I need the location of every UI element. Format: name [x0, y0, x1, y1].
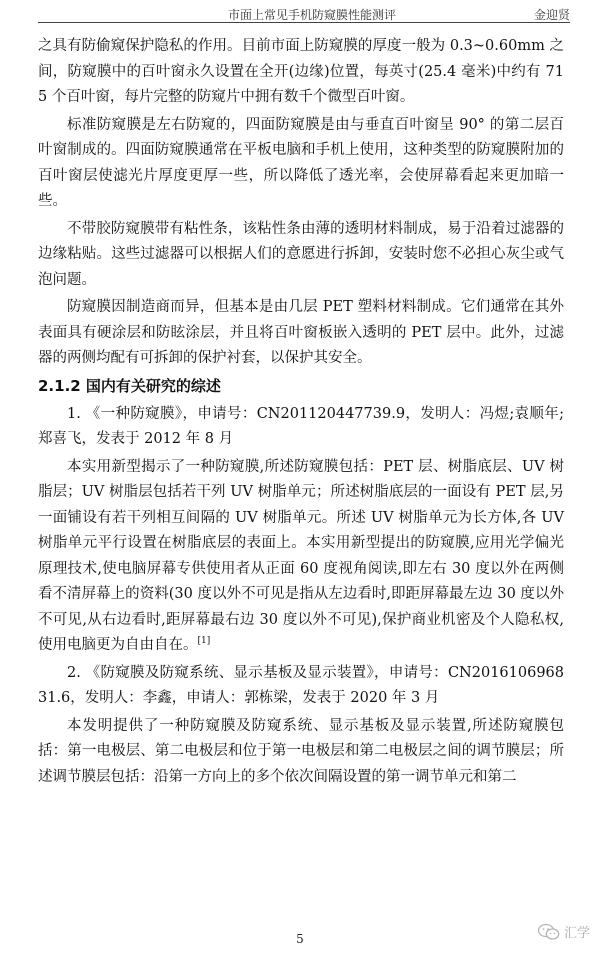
intro-paragraph-4: 防窥膜因制造商而异，但基本是由几层 PET 塑料材料制成。它们通常在其外表面具有硬涂层和防眩涂层，并且将百叶窗板嵌入透明的 PET 层中。此外，过滤器的两侧均配有可拆卸的保护衬套，以保护其安全。 — [38, 299, 564, 366]
page-header — [38, 4, 570, 23]
intro-paragraph-3: 不带胶防窥膜带有粘性条，该粘性条由薄的透明材料制成，易于沿着过滤器的边缘粘贴。这些过滤器可以根据人们的意愿进行拆卸，安装时您不必担心灰尘或气泡问题。 — [38, 220, 564, 288]
page-number: 5 — [296, 932, 304, 946]
watermark — [538, 922, 590, 941]
wechat-icon — [538, 923, 560, 941]
reference-1-text: 本实用新型揭示了一种防窥膜,所述防窥膜包括：PET 层、树脂底层、UV 树脂层；UV 树脂层包括若干列 UV 树脂单元；所述树脂底层的一面设有 PET 层,另一面铺设有若干列相互间隔的 UV 树脂单元。所述 UV 树脂单元为长方体,各 UV 树脂单元平行设置在树脂底层的表面上。本实用新型提出的防窥膜,应用光学偏光原理技术,使电脑屏幕专供使用者从正面 60 度视角阅读,即左右 30 度以外在两侧看不清屏幕上的资料(30 度以外不可见是指从左边看时,即距屏幕最左边 30 度以外不可见,从右边看时,距屏幕最右边 30 度以外不可见),保护商业机密及个人隐私权,使用电脑更为自由自在。 — [38, 458, 564, 653]
header-author: 金迎贤 — [533, 8, 570, 22]
footnote-marker[interactable]: [1] — [197, 636, 211, 647]
reference-1-citation: 1. 《一种防窥膜》，申请号：CN201120447739.9，发明人：冯煜;袁顺年;郑喜飞，发表于 2012 年 8 月 — [38, 405, 564, 447]
watermark-text: 汇学 — [563, 926, 590, 941]
reference-2-citation: 2. 《防窥膜及防窥系统、显示基板及显示装置》，申请号：CN201610696831.6，发明人：李鑫，申请人：郭栋梁，发表于 2020 年 3 月 — [38, 664, 564, 706]
reference-2-body: 本发明提供了一种防窥膜及防窥系统、显示基板及显示装置,所述防窥膜包括：第一电极层、第二电极层和位于第一电极层和第二电极层之间的调节膜层；所述调节膜层包括：沿第一方向上的多个依次间隔设置的第一调节单元和第二 — [38, 717, 564, 785]
document-body — [38, 34, 564, 792]
header-title: 市面上常见手机防窥膜性能测评 — [228, 8, 397, 22]
reference-1-body — [38, 455, 564, 659]
intro-paragraph-1: 之具有防偷窥保护隐私的作用。目前市面上防窥膜的厚度一般为 0.3~0.60mm 之间，防窥膜中的百叶窗永久设置在全开(边缘)位置，每英寸(25.4 毫米)中约有 715 个百叶窗，每片完整的防窥片中拥有数千个微型百叶窗。 — [38, 38, 564, 105]
intro-paragraph-2: 标准防窥膜是左右防窥的，四面防窥膜是由与垂直百叶窗呈 90° 的第二层百叶窗制成的。四面防窥膜通常在平板电脑和手机上使用，这种类型的防窥膜附加的百叶窗层使滤光片厚度更厚一些，所以降低了透光率，会使屏幕看起来更加暗一些。 — [38, 116, 564, 209]
section-heading: 2.1.2 国内有关研究的综述 — [38, 376, 221, 395]
